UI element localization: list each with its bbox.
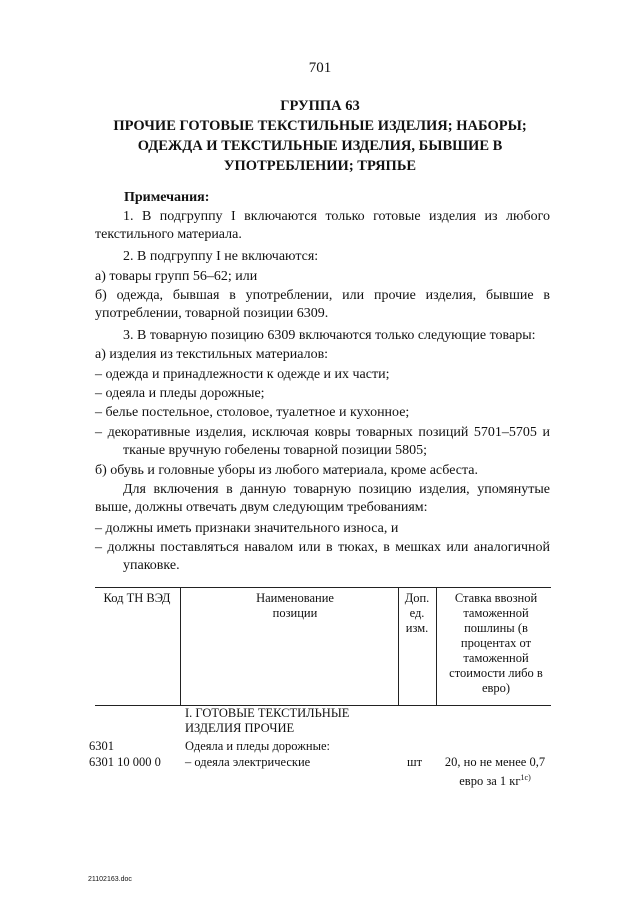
note-4: Для включения в данную товарную позицию изделия, упомянутые выше, должны отвечать двум следующим требованиям:	[95, 482, 550, 515]
header-unit: Доп. ед. изм.	[404, 591, 430, 635]
title-line: УПОТРЕБЛЕНИИ; ТРЯПЬЕ	[223, 158, 417, 174]
row-rate-footnote: 1с)	[520, 773, 531, 782]
row-name: – одеяла электрические	[185, 755, 311, 769]
note-3a-2: – одеяла и пледы дорожные;	[95, 386, 265, 401]
title-line: ГРУППА 63	[280, 98, 360, 114]
page-number: 701	[308, 60, 332, 76]
note-2b: б) одежда, бывшая в употреблении, или прочие изделия, бывшие в употреблении, товарной позиции 6309.	[95, 288, 550, 321]
notes-heading: Примечания:	[124, 190, 210, 205]
note-3: 3. В товарную позицию 6309 включаются только следующие товары:	[123, 328, 536, 343]
header-name: Наименование позиции	[256, 591, 334, 620]
title-line: ОДЕЖДА И ТЕКСТИЛЬНЫЕ ИЗДЕЛИЯ, БЫВШИЕ В	[137, 138, 503, 154]
table-column-divider	[180, 587, 181, 705]
group-title	[100, 96, 540, 176]
title-line: ПРОЧИЕ ГОТОВЫЕ ТЕКСТИЛЬНЫЕ ИЗДЕЛИЯ; НАБОРЫ;	[113, 118, 527, 134]
header-code: Код ТН ВЭД	[103, 591, 171, 605]
header-rate: Ставка ввозной таможенной пошлины (в процентах от таможенной стоимости либо в евро)	[449, 591, 543, 695]
subgroup-title: I. ГОТОВЫЕ ТЕКСТИЛЬНЫЕ ИЗДЕЛИЯ ПРОЧИЕ	[185, 706, 350, 735]
note-2: 2. В подгруппу I не включаются:	[123, 249, 319, 264]
table-top-rule	[95, 587, 551, 588]
note-3a: а) изделия из текстильных материалов:	[95, 347, 329, 362]
table-column-divider	[398, 587, 399, 705]
row-unit: шт	[407, 755, 423, 769]
note-3a-3: – белье постельное, столовое, туалетное и кухонное;	[95, 405, 410, 420]
row-rate	[436, 755, 554, 789]
note-2a: а) товары групп 56–62; или	[95, 269, 258, 284]
note-4a: – должны иметь признаки значительного износа, и	[95, 521, 399, 536]
table-column-divider	[436, 587, 437, 705]
note-4b: – должны поставляться навалом или в тюках, в мешках или аналогичной упаковке.	[95, 540, 550, 573]
row-code: 6301 10 000 0	[89, 755, 161, 769]
note-3b: б) обувь и головные уборы из любого материала, кроме асбеста.	[95, 463, 479, 478]
file-name: 21102163.doc	[88, 876, 132, 883]
row-rate-text: 20, но не менее 0,7 евро за 1 кг	[444, 755, 546, 789]
note-3a-1: – одежда и принадлежности к одежде и их части;	[95, 367, 390, 382]
row-code: 6301	[89, 739, 114, 753]
note-1: 1. В подгруппу I включаются только готовые изделия из любого текстильного материала.	[95, 209, 550, 242]
note-3a-4: – декоративные изделия, исключая ковры товарных позиций 5701–5705 и тканые вручную гобелены товарной позиции 5805;	[95, 425, 550, 458]
row-name: Одеяла и пледы дорожные:	[185, 739, 330, 753]
